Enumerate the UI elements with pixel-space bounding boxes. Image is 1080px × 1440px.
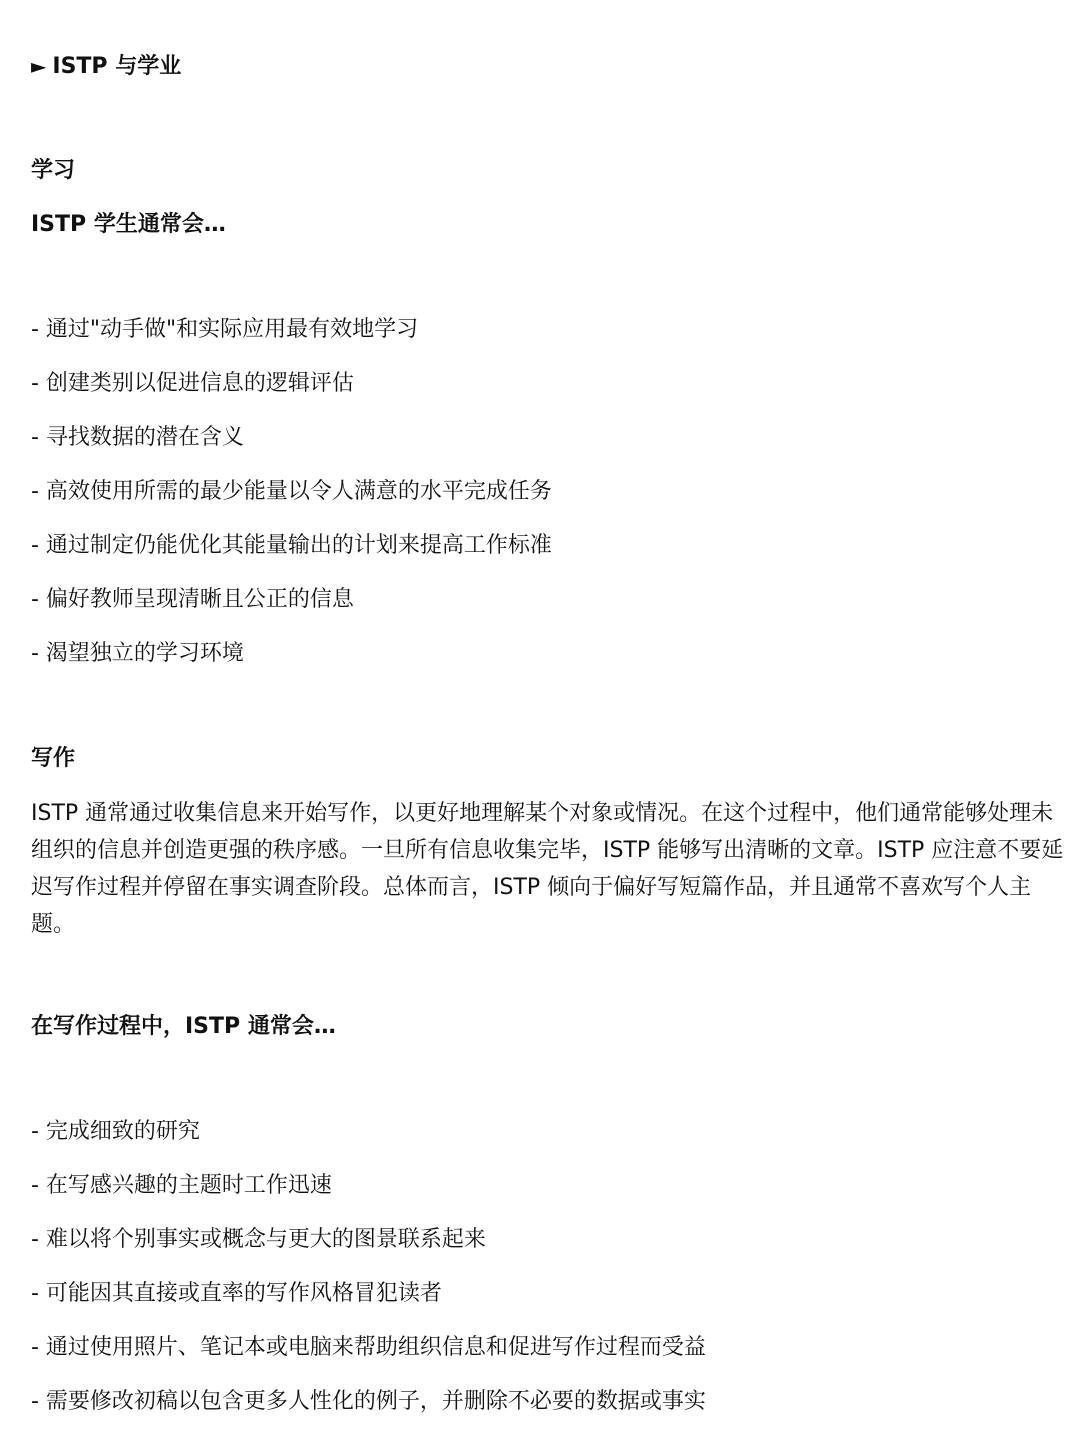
list-item: - 通过制定仍能优化其能量输出的计划来提高工作标准 <box>31 533 552 558</box>
section-heading-writing: 写作 <box>31 746 76 771</box>
section-heading-study: 学习 <box>31 158 76 183</box>
list-item: - 通过使用照片、笔记本或电脑来帮助组织信息和促进写作过程而受益 <box>31 1335 706 1360</box>
list-item: - 通过"动手做"和实际应用最有效地学习 <box>31 317 419 342</box>
study-list <box>31 303 552 681</box>
document-page <box>31 0 1071 1440</box>
list-item: - 完成细致的研究 <box>31 1119 200 1144</box>
list-item: - 渴望独立的学习环境 <box>31 641 244 666</box>
page-title <box>31 50 181 83</box>
list-item: - 需要修改初稿以包含更多人性化的例子，并删除不必要的数据或事实 <box>31 1389 706 1414</box>
list-item: - 难以将个别事实或概念与更大的图景联系起来 <box>31 1227 486 1252</box>
triangle-bullet-icon: ► <box>31 54 47 78</box>
subheading-study: ISTP 学生通常会… <box>31 212 226 237</box>
list-item: - 创建类别以促进信息的逻辑评估 <box>31 371 354 396</box>
subheading-writing: 在写作过程中，ISTP 通常会… <box>31 1014 336 1039</box>
page-title-text: ISTP 与学业 <box>52 54 182 79</box>
writing-paragraph: ISTP 通常通过收集信息来开始写作，以更好地理解某个对象或情况。在这个过程中，他们通常能够处理未组织的信息并创造更强的秩序感。一旦所有信息收集完毕，ISTP 能够写出清晰的文章。ISTP 应注意不要延迟写作过程并停留在事实调查阶段。总体而言，ISTP 倾向于偏好写短篇作品，并且通常不喜欢写个人主题。 <box>31 801 1064 937</box>
list-item: - 在写感兴趣的主题时工作迅速 <box>31 1173 332 1198</box>
list-item: - 寻找数据的潜在含义 <box>31 425 244 450</box>
list-item: - 可能因其直接或直率的写作风格冒犯读者 <box>31 1281 442 1306</box>
writing-list <box>31 1105 706 1429</box>
list-item: - 高效使用所需的最少能量以令人满意的水平完成任务 <box>31 479 552 504</box>
list-item: - 偏好教师呈现清晰且公正的信息 <box>31 587 354 612</box>
